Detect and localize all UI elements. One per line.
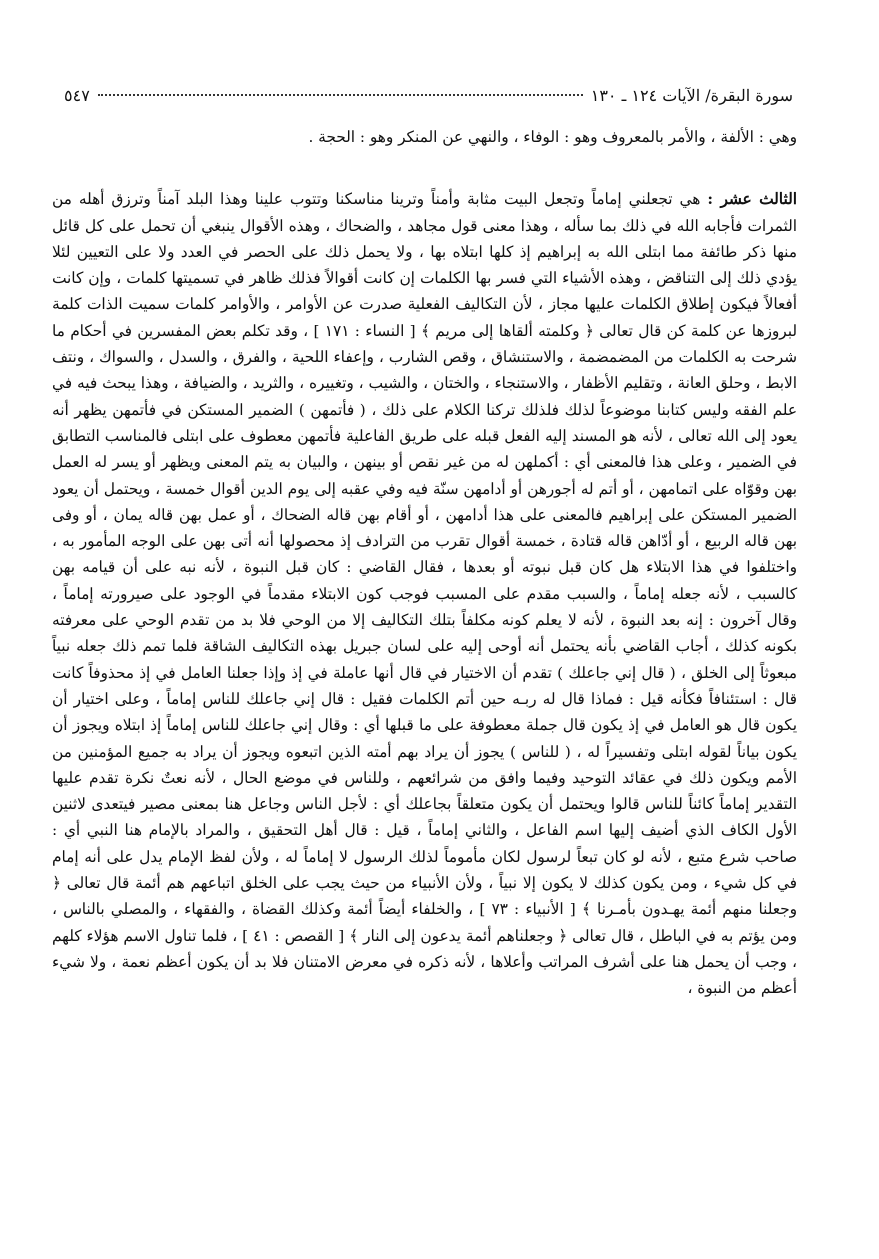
section-text: هي تجعلني إماماً وتجعل البيت مثابة وأمناً وترينا مناسكنا وتتوب علينا وهذا البلد آمناً وترزق أهله من الثمرات فأجابه الله في ذلك بما سأله ، وهذا معنى قول مجاهد ، والضحاك ، وهذه الأقوال ينبغي أن تحمل على كل قائل منها ذكر طائفة مما ابتلى الله به إبراهيم إذ كلها ابتلاه بها ، ولا يحمل ذلك على الحصر في العدد ولا على التعيين لئلا يؤدي ذلك إلى التناقض ، وهذه الأشياء التي فسر بها الكلمات إن كانت أقوالاً فذلك ظاهر في تسميتها كلمات ، وإن كانت أفعالاً فيكون إطلاق الكلمات عليها مجاز ، لأن التكاليف الفعلية صدرت عن الأوامر ، والأوامر كلمات سميت الذات كلمة لبروزها عن كلمة كن قال تعالى ﴿ وكلمته ألقاها إلى مريم ﴾ [ النساء : ١٧١ ] ، وقد تكلم بعض المفسرين في أحكام ما شرحت به الكلمات من المضمضمة ، والاستنشاق ، وقص الشارب ، وإعفاء اللحية ، والفرق ، والسدل ، والسواك ، ونتف الابط ، وحلق العانة ، وتقليم الأظفار ، والاستنجاء ، والختان ، والشيب ، وتغييره ، والثريد ، والضيافة ، وهذا يبحث فيه في علم الفقه وليس كتابنا موضوعاً لذلك فلذلك تركنا الكلام على ذلك ، ( فأتمهن ) الضمير المستكن في فأتمهن يظهر أنه يعود إلى الله تعالى ، لأنه هو المسند إليه الفعل قبله على طريق الفاعلية فأتمهن معطوف على ابتلى فالمناسب التطابق في الضمير ، وعلى هذا فالمعنى أي : أكملهن له من غير نقص أو بينهن ، والبيان به يتم المعنى ويظهر أو يسر له العمل بهن وقوّاه على اتمامهن ، أو أتم له أجورهن أو أدامهن سنّة فيه وفي عقبه إلى يوم الدين أقوال خمسة ، ويحتمل أن يعود الضمير المستكن على إبراهيم فالمعنى على هذا أدامهن ، أو أقام بهن قاله الضحاك ، أو عمل بهن قاله يمان ، أو وفى بهن قاله الربيع ، أو أدّاهن قاله قتادة ، خمسة أقوال تقرب من الترادف إذ محصولها أنه أتى بهن على الوجه المأمور به ، واختلفوا في هذا الابتلاء هل كان قبل نبوته أو بعدها ، فقال القاضي : كان قبل النبوة ، لأنه نبه على أن قيامه بهن كالسبب ، لأنه جعله إماماً ، والسبب مقدم على المسبب فوجب كون الابتلاء مقدماً في الوجود على صيرورته إماماً ، وقال آخرون : إنه بعد النبوة ، لأنه لا يعلم كونه مكلفاً بتلك التكاليف إلا من الوحي فلا بد من تقدم الوحي على معرفته بكونه كذلك ، أجاب القاضي بأنه يحتمل أنه أوحى إليه على لسان جبريل بهذه التكاليف الشاقة فلما تمم ذلك جعله نبياً مبعوثاً إلى الخلق ، ( قال إني جاعلك ) تقدم أن الاختيار في قال أنها عاملة في إذ وإذا جعلنا العامل في إذ محذوفاً كانت قال : استئنافاً فكأنه قيل : فماذا قال له ربـه حين أتم الكلمات فقيل : قال إني جاعلك للناس إماماً ، وعلى اختيار أن يكون قال هو العامل في إذ يكون قال جملة معطوفة على ما قبلها أي : وقال إني جاعلك للناس إماماً إذ ابتلاه ويجوز أن يكون بياناً لقوله ابتلى وتفسيراً له ، ( للناس ) يجوز أن يراد بهم أمته الذين اتبعوه ويجوز أن يراد به جميع المؤمنين من الأمم ويكون ذلك في عقائد التوحيد وفيما وافق من شرائعهم ، وللناس في موضع الحال ، لأنه نعتٌ نكرة تقدم عليها التقدير إماماً كائناً للناس قالوا ويحتمل أن يكون متعلقاً بجاعلك أي : لأجل الناس وجاعل هنا بمعنى مصير فيتعدى لاثنين الأول الكاف الذي أضيف إليها اسم الفاعل ، والثاني إماماً ، قيل : قال أهل التحقيق ، والمراد بالإمام هنا النبي أي : صاحب شرع متبع ، لأنه لو كان تبعاً لرسول لكان مأموماً لذلك الرسول لا إماماً له ، ولأن لفظ الإمام يدل على أنه إمام في كل شيء ، ومن يكون كذلك لا يكون إلا نبياً ، ولأن الأنبياء من حيث يجب على الخلق اتباعهم هم أئمة قال تعالى ﴿ وجعلنا منهم أئمة يهـدون بأمـرنا ﴾ [ الأنبياء : ٧٣ ] ، والخلفاء أيضاً أئمة وكذلك القضاة ، والفقهاء ، والمصلي بالناس ، ومن يؤتم به في الباطل ، قال تعالى ﴿ وجعلناهم أئمة يدعون إلى النار ﴾ [ القصص : ٤١ ] ، فلما تناول الاسم هؤلاء كلهم ، وجب أن يحمل هنا على أشرف المراتب وأعلاها ، لأنه ذكره في معرض الامتنان فلا بد أن يكون أعظم نعمة ، ولا شيء أعظم من النبوة ، — [52, 190, 798, 998]
intro-paragraph: وهي : الألفة ، والأمر بالمعروف وهو : الوفاء ، والنهي عن المنكر وهو : الحجة . — [308, 128, 797, 146]
header-leader-dots — [98, 93, 583, 96]
body-text — [52, 124, 797, 1002]
running-header — [64, 86, 793, 112]
header-title: سورة البقرة/ الآيات ١٢٤ ـ ١٣٠ — [590, 86, 793, 105]
section-lead: الثالث عشر : — [707, 190, 797, 209]
section-paragraph — [52, 186, 797, 1001]
page-number: ٥٤٧ — [64, 86, 90, 105]
